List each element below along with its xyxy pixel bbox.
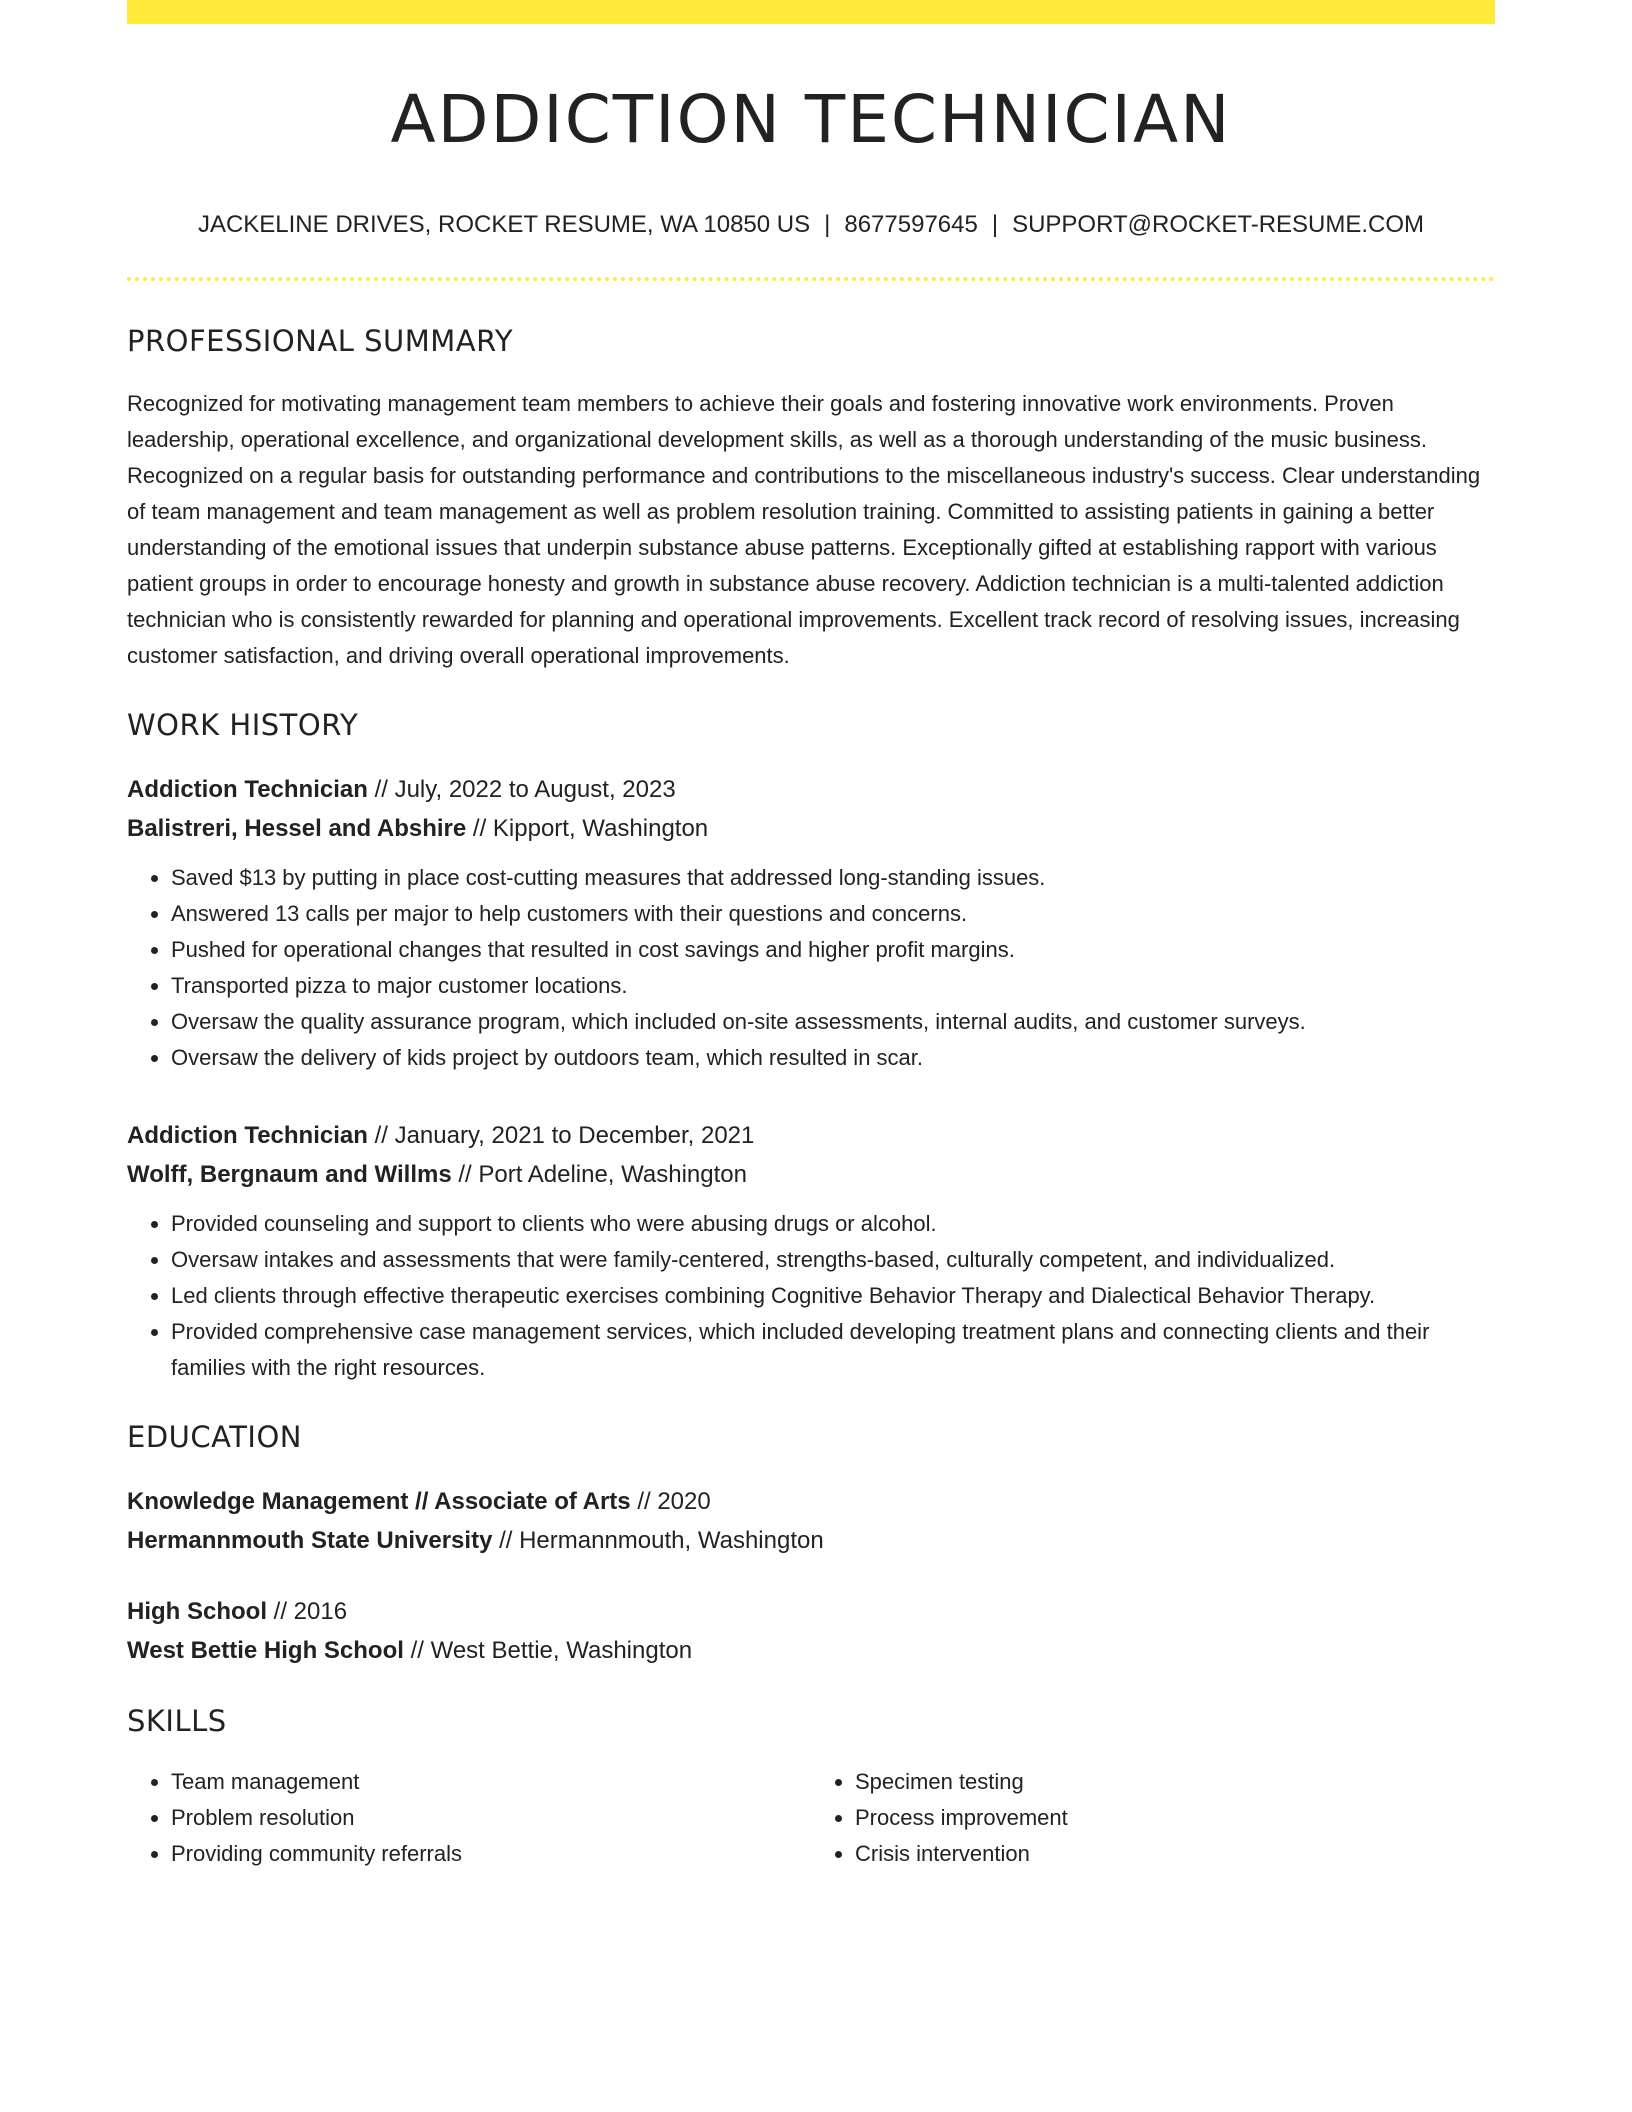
education-degree-line <box>127 1592 1495 1631</box>
job-bullet: • Provided counseling and support to clients who were abusing drugs or alcohol. <box>171 1206 1495 1242</box>
skills-heading: SKILLS <box>127 1704 227 1739</box>
skill-item: • Crisis intervention <box>855 1836 1495 1872</box>
accent-top-bar <box>127 0 1495 24</box>
job-role: Addiction Technician <box>127 776 368 804</box>
resume-page <box>127 0 1495 1872</box>
job-role-line <box>127 770 1495 809</box>
contact-address: JACKELINE DRIVES, ROCKET RESUME, WA 10850 US <box>197 211 811 239</box>
education-location: // Hermannmouth, Washington <box>492 1527 824 1555</box>
skill-item: • Team management <box>171 1764 811 1800</box>
skills-list-right <box>811 1764 1495 1872</box>
skills-list-left <box>127 1764 811 1872</box>
job-bullet: • Oversaw the delivery of kids project by outdoors team, which resulted in scar. <box>171 1040 1495 1076</box>
job-bullet: • Oversaw the quality assurance program, which included on-site assessments, internal audits, and customer surveys. <box>171 1004 1495 1040</box>
education-school-line <box>127 1521 1495 1560</box>
job-company-line <box>127 809 1495 848</box>
job-entry <box>127 1116 1495 1386</box>
education-entry <box>127 1592 1495 1670</box>
education-entry <box>127 1482 1495 1560</box>
skill-item: • Problem resolution <box>171 1800 811 1836</box>
skill-item: • Providing community referrals <box>171 1836 811 1872</box>
job-company-line <box>127 1155 1495 1194</box>
job-bullet: • Pushed for operational changes that resulted in cost savings and higher profit margins. <box>171 932 1495 968</box>
contact-phone: 8677597645 <box>844 211 978 239</box>
education-degree: High School <box>127 1598 267 1626</box>
education-degree-line <box>127 1482 1495 1521</box>
job-entry <box>127 770 1495 1076</box>
resume-title: ADDICTION TECHNICIAN <box>390 81 1232 158</box>
job-bullet: • Saved $13 by putting in place cost-cutting measures that addressed long-standing issues. <box>171 860 1495 896</box>
education-year: // 2020 <box>630 1488 711 1516</box>
job-dates: // July, 2022 to August, 2023 <box>367 776 676 804</box>
education-heading: EDUCATION <box>127 1420 303 1455</box>
job-bullet: • Transported pizza to major customer locations. <box>171 968 1495 1004</box>
job-location: // Port Adeline, Washington <box>451 1161 747 1189</box>
job-role-line <box>127 1116 1495 1155</box>
education-degree: Knowledge Management // Associate of Arts <box>127 1488 631 1516</box>
education-school-line <box>127 1631 1495 1670</box>
job-company: Wolff, Bergnaum and Willms <box>127 1161 452 1189</box>
skill-item: • Process improvement <box>855 1800 1495 1836</box>
work-history-heading: WORK HISTORY <box>127 708 359 743</box>
job-role: Addiction Technician <box>127 1122 368 1150</box>
education-school: Hermannmouth State University <box>127 1527 493 1555</box>
education-location: // West Bettie, Washington <box>403 1637 693 1665</box>
contact-separator: | <box>991 211 999 239</box>
contact-email: SUPPORT@ROCKET-RESUME.COM <box>1012 211 1425 239</box>
job-company: Balistreri, Hessel and Abshire <box>127 815 467 843</box>
education-year: // 2016 <box>267 1598 348 1626</box>
job-bullets <box>127 1206 1495 1386</box>
summary-text: Recognized for motivating management team members to achieve their goals and fostering innovative work environments. Proven leadership, operational excellence, and organizational development skills, as well as a thorough understanding of the music business. Recognized on a regular basis for outstanding performance and contributions to the miscellaneous industry's success. Clear understanding of team management and team management as well as problem resolution training. Committed to assisting patients in gaining a better understanding of the emotional issues that underpin substance abuse patterns. Exceptionally gifted at establishing rapport with various patient groups in order to encourage honesty and growth in substance abuse recovery. Addiction technician is a multi-talented addiction technician who is consistently rewarded for planning and operational improvements. Excellent track record of resolving issues, increasing customer satisfaction, and driving overall operational improvements. <box>127 391 1481 669</box>
contact-separator: | <box>824 211 831 239</box>
job-location: // Kipport, Washington <box>466 815 709 843</box>
dotted-divider <box>127 277 1495 281</box>
job-bullet: • Answered 13 calls per major to help customers with their questions and concerns. <box>171 896 1495 932</box>
contact-line <box>127 209 1495 240</box>
summary-heading: PROFESSIONAL SUMMARY <box>127 324 514 359</box>
job-bullet: • Led clients through effective therapeutic exercises combining Cognitive Behavior Therapy and Dialectical Behavior Therapy. <box>171 1278 1495 1314</box>
job-bullet: • Provided comprehensive case management services, which included developing treatment plans and connecting clients and their families with the right resources. <box>171 1314 1495 1386</box>
skills-grid <box>127 1764 1495 1872</box>
job-dates: // January, 2021 to December, 2021 <box>367 1122 755 1150</box>
job-bullet: • Oversaw intakes and assessments that were family-centered, strengths-based, culturally competent, and individualized. <box>171 1242 1495 1278</box>
skill-item: • Specimen testing <box>855 1764 1495 1800</box>
job-bullets <box>127 860 1495 1076</box>
education-school: West Bettie High School <box>127 1637 404 1665</box>
